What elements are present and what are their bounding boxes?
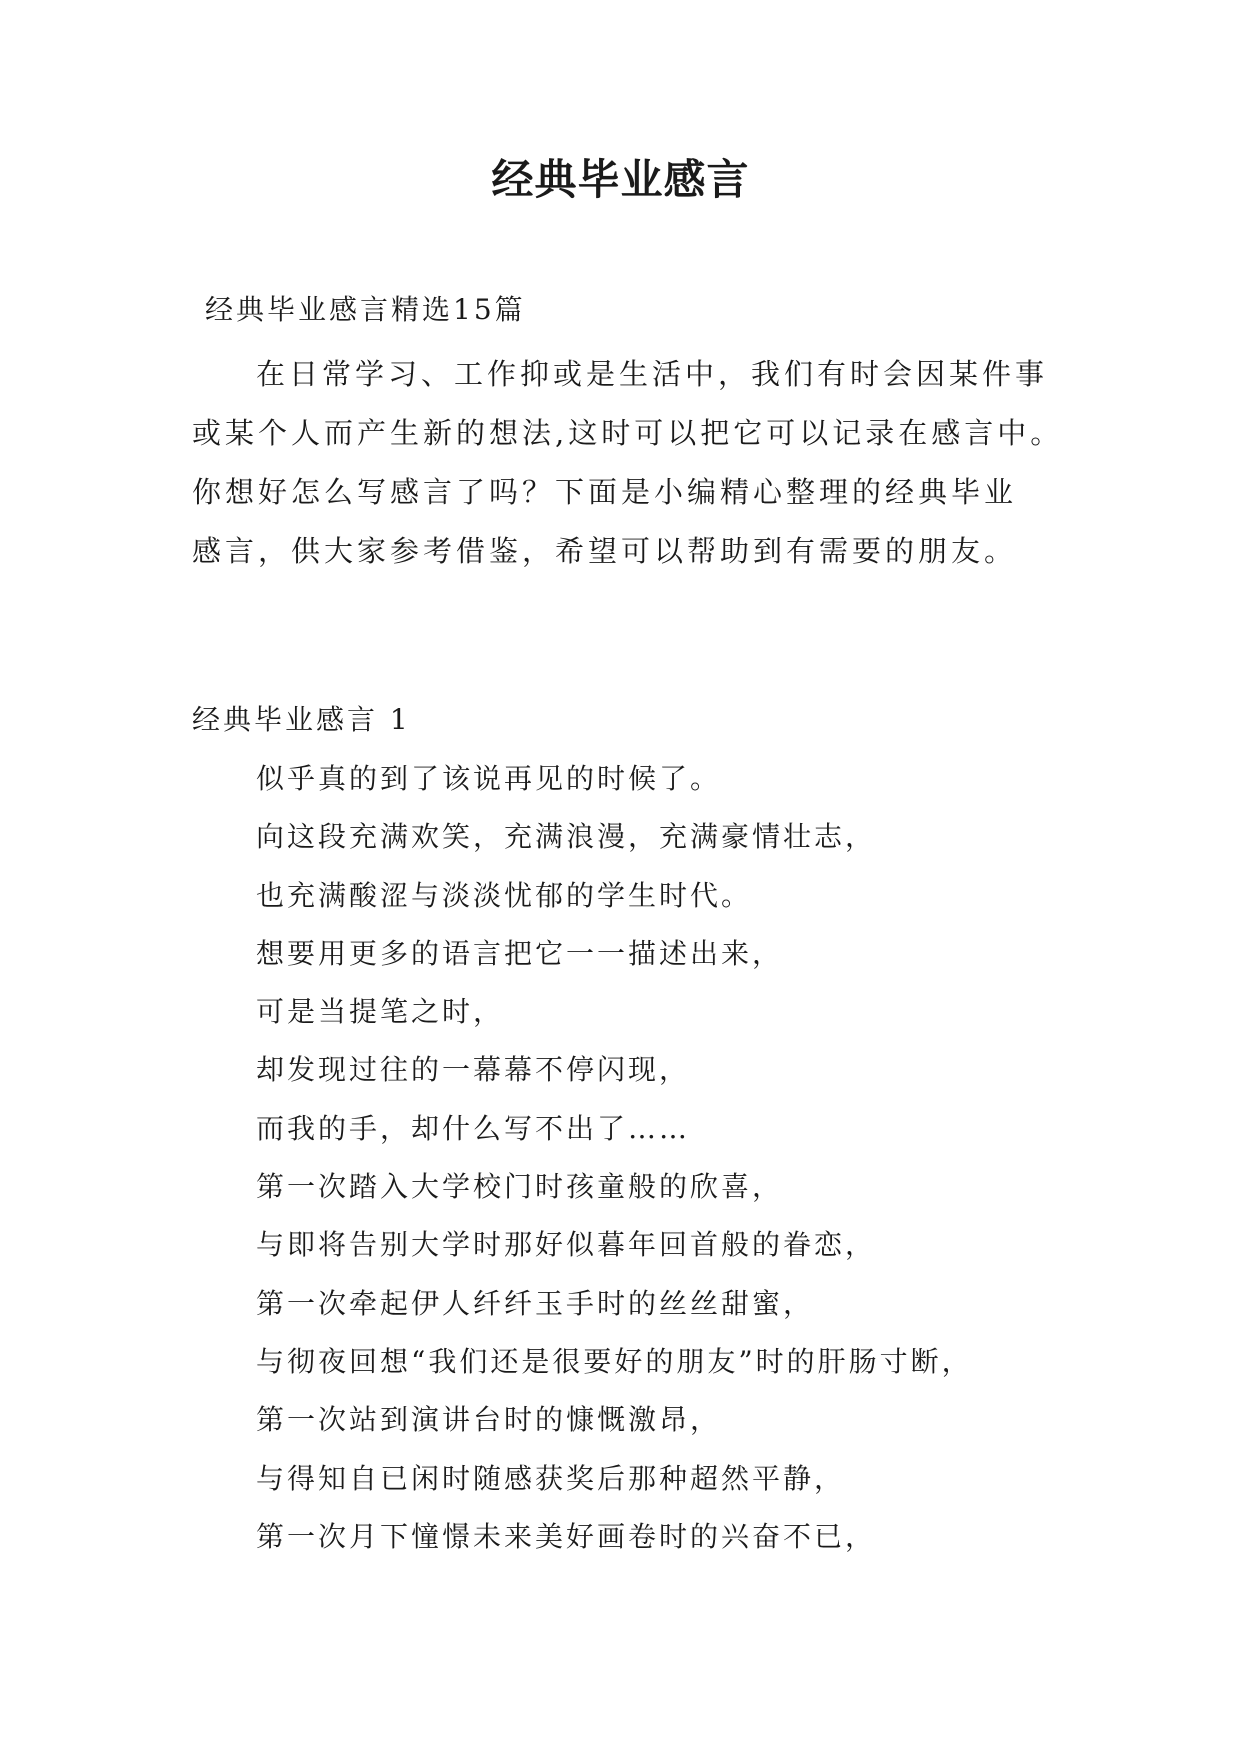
poem-line: 想要用更多的语言把它一一描述出来， [256,936,784,970]
poem-line: 也充满酸涩与淡淡忧郁的学生时代。 [256,878,753,912]
poem-line: 与即将告别大学时那好似暮年回首般的眷恋， [256,1228,877,1262]
intro-line: 感言，供大家参考借鉴，希望可以帮助到有需要的朋友。 [192,534,1018,568]
poem-line: 可是当提笔之时， [256,995,505,1029]
intro-paragraph [192,345,1072,581]
document-subtitle: 经典毕业感言精选15篇 [205,293,526,326]
document-title: 经典毕业感言 [491,155,750,204]
poem-lines [256,750,1156,1566]
poem-line: 第一次踏入大学校门时孩童般的欣喜， [256,1170,784,1204]
poem-line: 似乎真的到了该说再见的时候了。 [256,762,722,795]
poem-line: 向这段充满欢笑，充满浪漫，充满豪情壮志， [256,820,877,854]
poem-line: 而我的手，却什么写不出了…… [256,1111,691,1145]
poem-line: 第一次月下憧憬未来美好画卷时的兴奋不已， [256,1519,877,1553]
poem-line: 第一次牵起伊人纤纤玉手时的丝丝甜蜜， [256,1286,815,1320]
poem-line: 第一次站到演讲台时的慷慨激昂， [256,1403,722,1437]
poem-line: 却发现过往的一幕幕不停闪现， [256,1053,691,1087]
section-heading: 经典毕业感言 1 [192,703,411,736]
intro-line: 在日常学习、工作抑或是生活中，我们有时会因某件事 [256,357,1049,391]
poem-line: 与彻夜回想“我们还是很要好的朋友”时的肝肠寸断， [256,1344,973,1378]
intro-line: 或某个人而产生新的想法,这时可以把它可以记录在感言中。 [192,416,1064,450]
intro-line: 你想好怎么写感言了吗？下面是小编精心整理的经典毕业 [192,475,1018,509]
poem-line: 与得知自已闲时随感获奖后那种超然平静， [256,1461,846,1495]
